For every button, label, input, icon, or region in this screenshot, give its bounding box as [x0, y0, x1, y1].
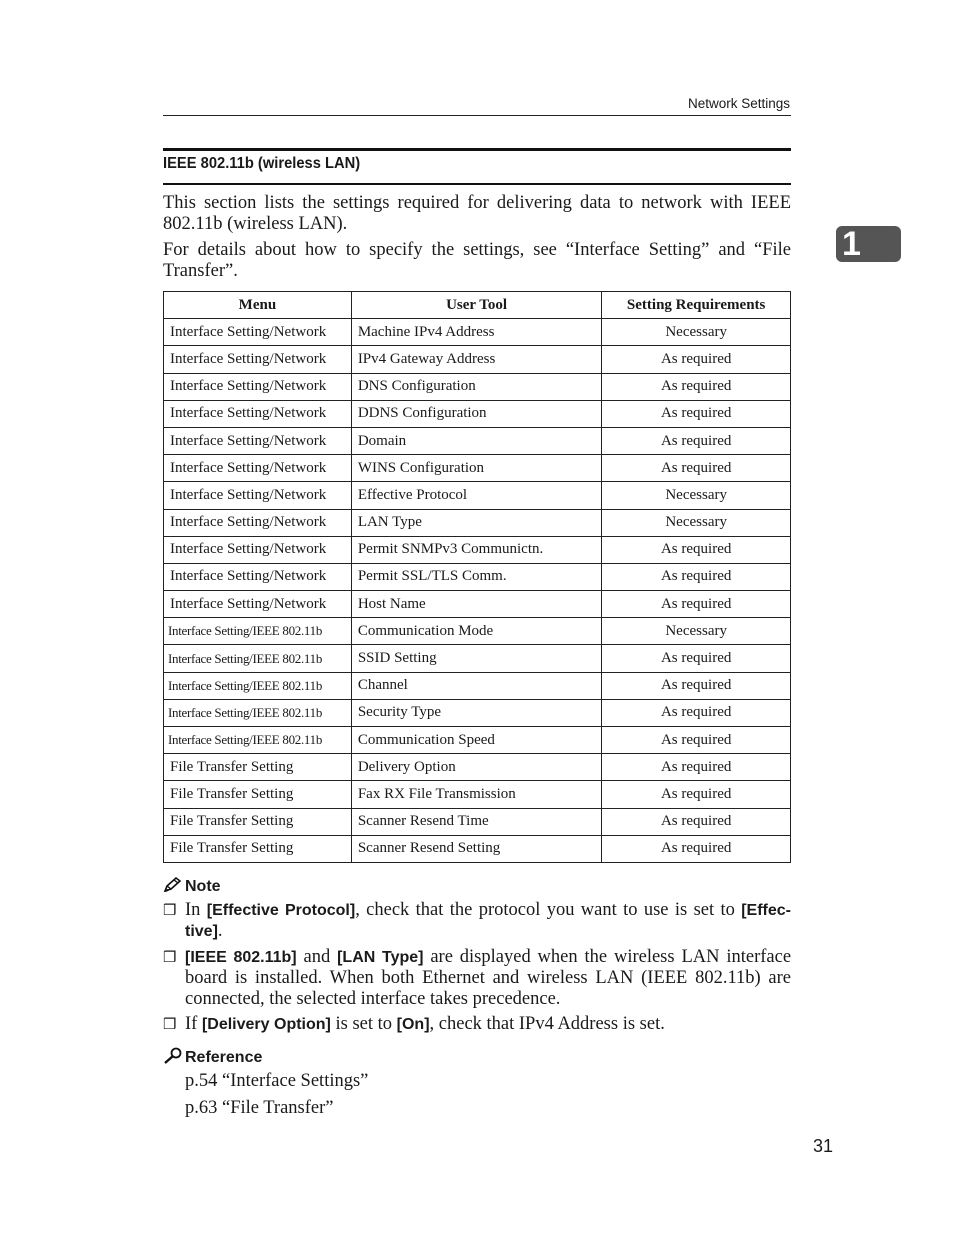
menu-cell: Interface Setting/IEEE 802.11b — [164, 727, 352, 754]
key-label: [Effective Protocol] — [206, 902, 356, 919]
table-row — [164, 455, 791, 482]
user-tool-cell: LAN Type — [351, 509, 602, 536]
menu-cell: Interface Setting/Network — [164, 591, 352, 618]
intro-paragraph-2: For details about how to specify the settings, see “Interface Setting” and “File Transfer”. — [163, 240, 791, 281]
reference-heading — [163, 1047, 262, 1067]
table-row — [164, 835, 791, 862]
table-row — [164, 618, 791, 645]
user-tool-cell: Fax RX File Transmission — [351, 781, 602, 808]
menu-cell: Interface Setting/Network — [164, 455, 352, 482]
requirement-cell: Necessary — [602, 618, 791, 645]
user-tool-cell: Domain — [351, 427, 602, 454]
requirement-cell: As required — [602, 727, 791, 754]
settings-table — [163, 291, 791, 863]
section-rule-top — [163, 148, 791, 151]
table-row — [164, 373, 791, 400]
table-row — [164, 319, 791, 346]
requirement-cell: As required — [602, 591, 791, 618]
user-tool-cell: Permit SSL/TLS Comm. — [351, 563, 602, 590]
user-tool-cell: Host Name — [351, 591, 602, 618]
user-tool-cell: Scanner Resend Time — [351, 808, 602, 835]
user-tool-cell: Permit SNMPv3 Communictn. — [351, 536, 602, 563]
menu-cell: Interface Setting/Network — [164, 427, 352, 454]
table-row — [164, 400, 791, 427]
menu-cell: Interface Setting/Network — [164, 563, 352, 590]
table-row — [164, 346, 791, 373]
requirement-cell: As required — [602, 808, 791, 835]
menu-cell: File Transfer Setting — [164, 835, 352, 862]
user-tool-cell: Channel — [351, 672, 602, 699]
section-rule-bottom — [163, 183, 791, 185]
note-item — [163, 900, 791, 942]
table-row — [164, 727, 791, 754]
pencil-icon — [163, 878, 185, 895]
note-heading — [163, 877, 221, 896]
table-row — [164, 699, 791, 726]
requirement-cell: Necessary — [602, 482, 791, 509]
user-tool-cell: Delivery Option — [351, 754, 602, 781]
user-tool-cell: Security Type — [351, 699, 602, 726]
requirement-cell: As required — [602, 455, 791, 482]
key-label: [LAN Type] — [337, 949, 424, 966]
menu-cell: Interface Setting/Network — [164, 346, 352, 373]
note-text: If — [185, 1014, 202, 1034]
menu-cell: Interface Setting/IEEE 802.11b — [164, 618, 352, 645]
note-item — [163, 947, 791, 1010]
key-label: [Delivery Option] — [201, 1016, 331, 1033]
user-tool-cell: Scanner Resend Setting — [351, 835, 602, 862]
note-text: and — [296, 947, 338, 967]
table-row — [164, 781, 791, 808]
user-tool-cell: IPv4 Gateway Address — [351, 346, 602, 373]
table-row — [164, 427, 791, 454]
key-label: [IEEE 802.11b] — [185, 949, 297, 966]
reference-heading-text: Reference — [185, 1049, 263, 1066]
menu-cell: Interface Setting/Network — [164, 319, 352, 346]
intro-paragraph-1: This section lists the settings required for delivering data to network with IEEE 802.11b (wireless LAN). — [163, 193, 791, 234]
magnifier-icon — [163, 1049, 185, 1066]
checkbox-bullet-icon: ❒ — [163, 901, 177, 919]
requirement-cell: As required — [602, 400, 791, 427]
checkbox-bullet-icon: ❒ — [163, 948, 177, 966]
menu-cell: File Transfer Setting — [164, 781, 352, 808]
requirement-cell: As required — [602, 346, 791, 373]
table-header-row — [164, 292, 791, 319]
requirement-cell: As required — [602, 754, 791, 781]
note-text: In — [185, 900, 207, 920]
requirement-cell: Necessary — [602, 319, 791, 346]
note-text: , check that the protocol you want to use is set to — [355, 900, 742, 920]
checkbox-bullet-icon: ❒ — [163, 1015, 177, 1033]
table-row — [164, 754, 791, 781]
menu-cell: File Transfer Setting — [164, 808, 352, 835]
user-tool-cell: Communication Speed — [351, 727, 602, 754]
requirement-cell: As required — [602, 781, 791, 808]
note-text: is set to — [330, 1014, 397, 1034]
user-tool-cell: SSID Setting — [351, 645, 602, 672]
table-row — [164, 509, 791, 536]
page-number: 31 — [813, 1136, 834, 1156]
requirement-cell: As required — [602, 835, 791, 862]
requirement-cell: Necessary — [602, 509, 791, 536]
user-tool-cell: WINS Configuration — [351, 455, 602, 482]
requirement-cell: As required — [602, 563, 791, 590]
key-label: [On] — [396, 1016, 430, 1033]
section-title: IEEE 802.11b (wireless LAN) — [163, 155, 361, 172]
key-label: [Effec-tive] — [185, 902, 791, 940]
table-row — [164, 482, 791, 509]
table-row — [164, 591, 791, 618]
menu-cell: Interface Setting/Network — [164, 400, 352, 427]
user-tool-cell: Effective Protocol — [351, 482, 602, 509]
header-menu: Menu — [164, 292, 352, 319]
menu-cell: Interface Setting/IEEE 802.11b — [164, 699, 352, 726]
note-text: , check that IPv4 Address is set. — [429, 1014, 665, 1034]
chapter-tab: 1 — [836, 226, 901, 262]
table-row — [164, 563, 791, 590]
menu-cell: Interface Setting/Network — [164, 536, 352, 563]
requirement-cell: As required — [602, 536, 791, 563]
reference-link-file-transfer[interactable]: p.63 “File Transfer” — [185, 1098, 334, 1118]
requirement-cell: As required — [602, 373, 791, 400]
table-row — [164, 672, 791, 699]
user-tool-cell: Machine IPv4 Address — [351, 319, 602, 346]
table-row — [164, 808, 791, 835]
running-header: Network Settings — [687, 96, 790, 111]
menu-cell: Interface Setting/IEEE 802.11b — [164, 672, 352, 699]
reference-link-interface-settings[interactable]: p.54 “Interface Settings” — [185, 1071, 369, 1091]
table-row — [164, 536, 791, 563]
menu-cell: Interface Setting/Network — [164, 509, 352, 536]
menu-cell: Interface Setting/IEEE 802.11b — [164, 645, 352, 672]
user-tool-cell: DDNS Configuration — [351, 400, 602, 427]
requirement-cell: As required — [602, 427, 791, 454]
note-text: . — [217, 921, 223, 941]
note-heading-text: Note — [185, 878, 221, 895]
user-tool-cell: DNS Configuration — [351, 373, 602, 400]
note-item — [163, 1014, 791, 1035]
requirement-cell: As required — [602, 645, 791, 672]
note-text: are displayed when the wireless LAN interface board is installed. When both Ethernet and wireless LAN (IEEE 802.11b) are connected, the selected interface takes precedence. — [185, 947, 792, 1009]
header-user-tool: User Tool — [351, 292, 602, 319]
header-setting-requirements: Setting Requirements — [602, 292, 791, 319]
table-row — [164, 645, 791, 672]
menu-cell: Interface Setting/Network — [164, 482, 352, 509]
requirement-cell: As required — [602, 699, 791, 726]
header-rule — [163, 115, 791, 116]
menu-cell: File Transfer Setting — [164, 754, 352, 781]
requirement-cell: As required — [602, 672, 791, 699]
user-tool-cell: Communication Mode — [351, 618, 602, 645]
menu-cell: Interface Setting/Network — [164, 373, 352, 400]
